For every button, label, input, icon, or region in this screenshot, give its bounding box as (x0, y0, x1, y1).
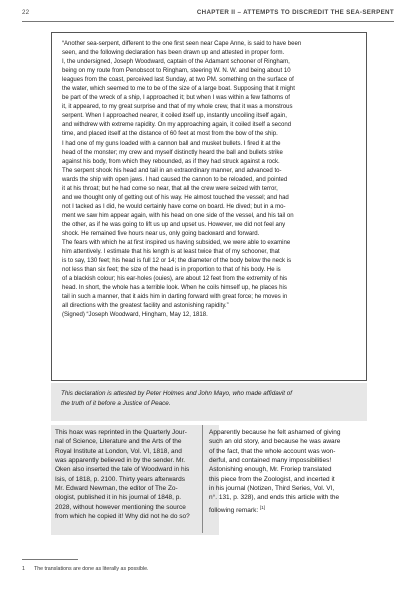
body-line: Oken also inserted the tale of Woodward in his (55, 466, 190, 474)
quote-line: The fears with which he at first inspired us having subsided, we were able to examine (62, 240, 291, 247)
chapter-title: CHAPTER II – ATTEMPTS TO DISCREDIT THE SEA-SERPENT (196, 9, 394, 16)
right-column (205, 425, 373, 535)
quote-line: I had one of my guns loaded with a cannon ball and musket bullets. I fired it at the (62, 140, 281, 147)
footnote-text: The translations are done as literally as possible. (33, 566, 149, 572)
body-line: 2028, without however mentioning the source (55, 503, 186, 511)
body-line: nal of Science, Literature and the Arts of the (55, 438, 182, 446)
footnote-rule (22, 559, 78, 560)
quote-line: serpent. When I approached nearer, it coiled itself up, instantly uncoiling itself again, (62, 113, 287, 120)
body-line: Astonishing enough, Mr. Froriep translated (209, 466, 332, 474)
quote-line: I, the undersigned, Joseph Woodward, captain of the Adamant schooner of Ringham, (62, 59, 290, 66)
body-line: in his journal (Notizen, Third Series, Vol. VI, (209, 485, 335, 493)
quote-line: leagues from the coast, perceived last Sunday, at two PM. something on the surface of (62, 77, 294, 84)
quote-line: ment we saw him appear again, with his head on one side of the vessel, and his tail on (62, 212, 294, 219)
quote-line: not I tacked as I did, he would certainly have come on board. He dived; but in a mo- (62, 203, 286, 210)
attestation-line: the truth of it before a Justice of Peace. (61, 399, 171, 407)
body-line: Apparently because he felt ashamed of giving (209, 429, 341, 436)
quote-line: and we thought only of getting out of his way. He almost touched the vessel; and had (62, 194, 289, 201)
quote-line: tail in such a manner, that it aids him in darting forward with great force; he moves in (62, 294, 288, 301)
body-line: Royal Institute at London, Vol. VI, 1818, and (55, 447, 182, 455)
body-line-text: following remark: (209, 506, 260, 514)
quote-line: him attentively. I estimate that his length is at least twice that of my schooner, that (62, 249, 280, 256)
column-divider (202, 425, 203, 533)
quote-line: the water, which seemed to me to be of the size of a large boat. Supposing that it might (62, 86, 295, 93)
body-line: was apparently believed in by the sender. Mr. (55, 457, 186, 465)
quote-line: the other, as if he was going to lift us up and upset us. However, we did not feel any (62, 221, 286, 228)
body-line: Mr. Edward Newman, the editor of The Zo- (55, 485, 178, 493)
quoted-declaration (51, 32, 367, 381)
body-line: such an old story, and because he was aware (209, 438, 341, 446)
quote-line: all directions with the greatest facility and astonishing rapidity.” (62, 303, 229, 310)
quote-line: is to say, 130 feet; his head is full 12 or 14; the diameter of the body below the neck is (62, 258, 292, 265)
quote-line: The serpent shook his head and tail in an extraordinary manner, and advanced to- (62, 167, 282, 174)
body-line: n°. 131, p. 328), and ends this article with the (209, 494, 340, 502)
quote-line: time, and placed itself at the distance of 60 feet at most from the bow of the ship. (62, 131, 278, 138)
quote-line: being on my route from Penobscot to Ringham, steering W. N. W. and being about 10 (62, 68, 291, 75)
body-line: this piece from the Zoologist, and incerted it (209, 475, 335, 483)
quote-line: head of the monster; my crew and myself distinctly heard the ball and bullets strike (62, 149, 283, 156)
body-line: ologist, published it in his journal of 1848, p. (55, 494, 182, 502)
quote-line: head. In short, the whole has a terrible look. When he coils himself up, he places his (62, 285, 287, 292)
footnote (22, 566, 149, 572)
footnote-marker[interactable]: [1] (259, 504, 265, 510)
attestation-line: This declaration is attested by Peter Holmes and John Mayo, who made affidavit of (61, 390, 293, 397)
body-line: This hoax was reprinted in the Quarterly Jour- (55, 429, 187, 436)
quote-line: wards the ship with open jaws. I had caused the cannon to be reloaded, and pointed (62, 176, 288, 183)
header-rule (22, 21, 394, 22)
body-line: from which he copied it! Why did not he do so? (55, 513, 190, 521)
quote-line: it, it appeared, to my great surprise and that of my whole crew, that it was a monstrous (62, 104, 293, 111)
body-line: Isis, of 1818, p. 2100. Thirty years afterwards (55, 475, 185, 483)
quote-line: be part of the wreck of a ship, I approached it; but when I was within a few fathoms of (62, 95, 290, 102)
footnote-number: 1 (22, 566, 25, 572)
left-column (51, 425, 219, 535)
quote-line: and withdrew with extreme rapidity. On my approaching again, it coiled itself a second (62, 122, 292, 129)
quote-line: against his body, from which they rebounded, as if they had struck against a rock. (62, 158, 280, 165)
quote-line: (Signed) “Joseph Woodward, Hingham, May 12, 1818. (62, 312, 208, 319)
body-line: of the fact, that the whole account was won- (209, 447, 336, 455)
quote-line: of a blackish colour; his ear-holes (ouies), are about 12 feet from the extremity of his (62, 276, 288, 283)
quote-line: it at his throat; but he had come so near, that all the crew were seized with terror, (62, 185, 278, 192)
quote-line: not less than six feet; the size of the head is in proportion to that of his body. He is (62, 267, 281, 274)
running-header (22, 9, 394, 19)
quote-line: shock. He remained five hours near us, only going backward and forward. (62, 230, 260, 237)
quote-line: seen, and the following declaration has been drawn up and attested in proper form. (62, 50, 285, 57)
body-line (209, 503, 369, 516)
body-line: derful, and contained many impossibilities! (209, 457, 332, 465)
attestation-note (51, 383, 367, 421)
quote-line: “Another sea-serpent, different to the one first seen near Cape Anne, is said to have been (62, 41, 302, 47)
page-number: 22 (22, 9, 30, 16)
